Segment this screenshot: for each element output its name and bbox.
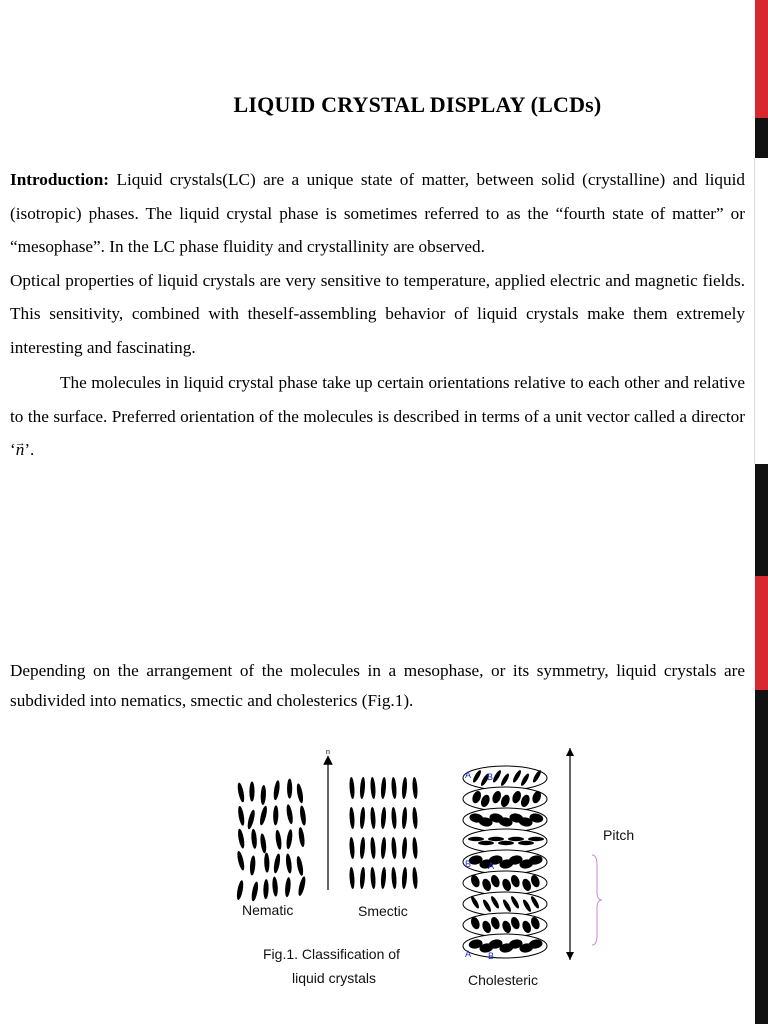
depending-paragraph: Depending on the arrangement of the molecules in a mesophase, or its symmetry, liquid crystals are subdivided into nematics, smectic and cholesterics (Fig.1). [10, 661, 745, 710]
smectic-label: Smectic [358, 903, 408, 919]
nematic-molecule [299, 805, 307, 826]
intro-paragraph [10, 163, 745, 364]
smectic-molecule [349, 867, 355, 889]
nematic-molecule [284, 877, 291, 897]
smectic-molecule [380, 777, 386, 799]
cholesteric-label: Cholesteric [468, 972, 539, 988]
nematic-molecules [236, 779, 307, 902]
cholesteric-molecule [518, 841, 534, 845]
nematic-molecule [295, 856, 304, 877]
nematic-molecule [260, 785, 266, 805]
edge-accent-black-2 [755, 464, 768, 576]
marker-b-3: B [488, 951, 495, 961]
marker-b-1: B [487, 772, 494, 782]
nematic-molecule [237, 828, 246, 849]
nematic-label: Nematic [242, 902, 294, 918]
nematic-molecule [285, 853, 293, 873]
nematic-molecule [259, 833, 267, 854]
nematic-molecule [285, 804, 294, 825]
smectic-molecule [359, 867, 365, 889]
nematic-molecule [298, 827, 306, 848]
nematic-molecule [236, 880, 245, 901]
smectic-molecule [370, 807, 376, 829]
smectic-molecule [391, 807, 397, 829]
edge-accent-white [754, 158, 768, 464]
smectic-molecule [401, 777, 407, 799]
smectic-molecule [401, 837, 407, 859]
director-symbol: → n [16, 440, 25, 459]
figure-caption-line2: liquid crystals [292, 970, 377, 986]
smectic-molecule [412, 867, 418, 889]
cholesteric-molecule [508, 837, 524, 841]
molecules-end: ’. [24, 440, 35, 459]
nematic-molecule [273, 853, 282, 874]
nematic-molecule [259, 805, 269, 826]
smectic-molecule [370, 837, 376, 859]
cholesteric-molecule [528, 837, 544, 841]
nematic-molecule [250, 881, 259, 902]
cholesteric-molecule [468, 837, 484, 841]
nematic-molecule [285, 829, 293, 850]
edge-accent-black-1 [755, 118, 768, 158]
molecules-paragraph [10, 366, 745, 467]
page-title: LIQUID CRYSTAL DISPLAY (LCDs) [233, 92, 602, 117]
pitch-bracket [592, 855, 602, 945]
cholesteric-molecule [498, 841, 514, 845]
smectic-molecule [401, 807, 407, 829]
nematic-molecule [272, 876, 279, 896]
nematic-molecule [297, 876, 307, 897]
marker-a-1: A [465, 770, 472, 780]
nematic-molecule [246, 809, 256, 830]
intro-label: Introduction: [10, 170, 110, 189]
smectic-molecule [391, 777, 397, 799]
nematic-molecule [236, 782, 245, 803]
marker-a-3: A [465, 949, 472, 959]
smectic-molecule [349, 777, 355, 799]
nematic-molecule [273, 780, 281, 801]
cholesteric-molecule [488, 837, 504, 841]
nematic-molecule [296, 783, 305, 804]
nematic-molecule [249, 855, 256, 875]
smectic-molecule [412, 777, 418, 799]
intro-text: Liquid crystals(LC) are a unique state of matter, between solid (crystalline) and liquid (isotropic) phases. The liquid crystal phase is sometimes referred to as the “fourth state of matter” or “mesophase”. In the LC phase fluidity and crystallinity are observed. [10, 170, 745, 256]
nematic-molecule [251, 829, 258, 849]
smectic-molecule [370, 867, 376, 889]
smectic-molecule [349, 837, 355, 859]
marker-a-2: A [488, 861, 495, 871]
nematic-molecule [236, 850, 246, 871]
cholesteric-stack [463, 766, 547, 958]
molecules-text: The molecules in liquid crystal phase take up certain orientations relative to each other and relative to the surface. Preferred orientation of the molecules is described in terms of a unit vector called a director ‘ [10, 373, 745, 459]
smectic-molecule [412, 807, 418, 829]
edge-accent-black-3 [755, 690, 768, 1024]
smectic-molecule [380, 837, 386, 859]
figure-caption-line1: Fig.1. Classification of [263, 946, 400, 962]
edge-accent-red-bottom [755, 576, 768, 690]
nematic-molecule [237, 806, 246, 827]
smectic-molecules [349, 777, 418, 889]
smectic-molecule [380, 867, 386, 889]
smectic-molecule [359, 777, 365, 799]
smectic-molecule [380, 807, 386, 829]
nematic-molecule [287, 779, 292, 799]
nematic-molecule [273, 805, 279, 825]
optical-paragraph: Optical properties of liquid crystals are very sensitive to temperature, applied electric and magnetic fields. This sensitivity, combined with theself-assembling behavior of liquid crystals make them extremely interesting and fascinating. [10, 270, 745, 357]
director-label: n [326, 749, 330, 756]
smectic-molecule [401, 867, 407, 889]
nematic-molecule [249, 782, 254, 802]
smectic-molecule [412, 837, 418, 859]
smectic-molecule [349, 807, 355, 829]
smectic-molecule [359, 807, 365, 829]
smectic-molecule [359, 837, 365, 859]
nematic-molecule [263, 879, 269, 899]
pitch-label: Pitch [603, 827, 635, 843]
smectic-molecule [391, 837, 397, 859]
cholesteric-molecule [478, 841, 494, 845]
nematic-molecule [275, 830, 283, 851]
lc-classification-figure [225, 740, 645, 970]
smectic-molecule [370, 777, 376, 799]
smectic-molecule [391, 867, 397, 889]
marker-b-2: B [465, 859, 472, 869]
nematic-molecule [264, 853, 270, 873]
